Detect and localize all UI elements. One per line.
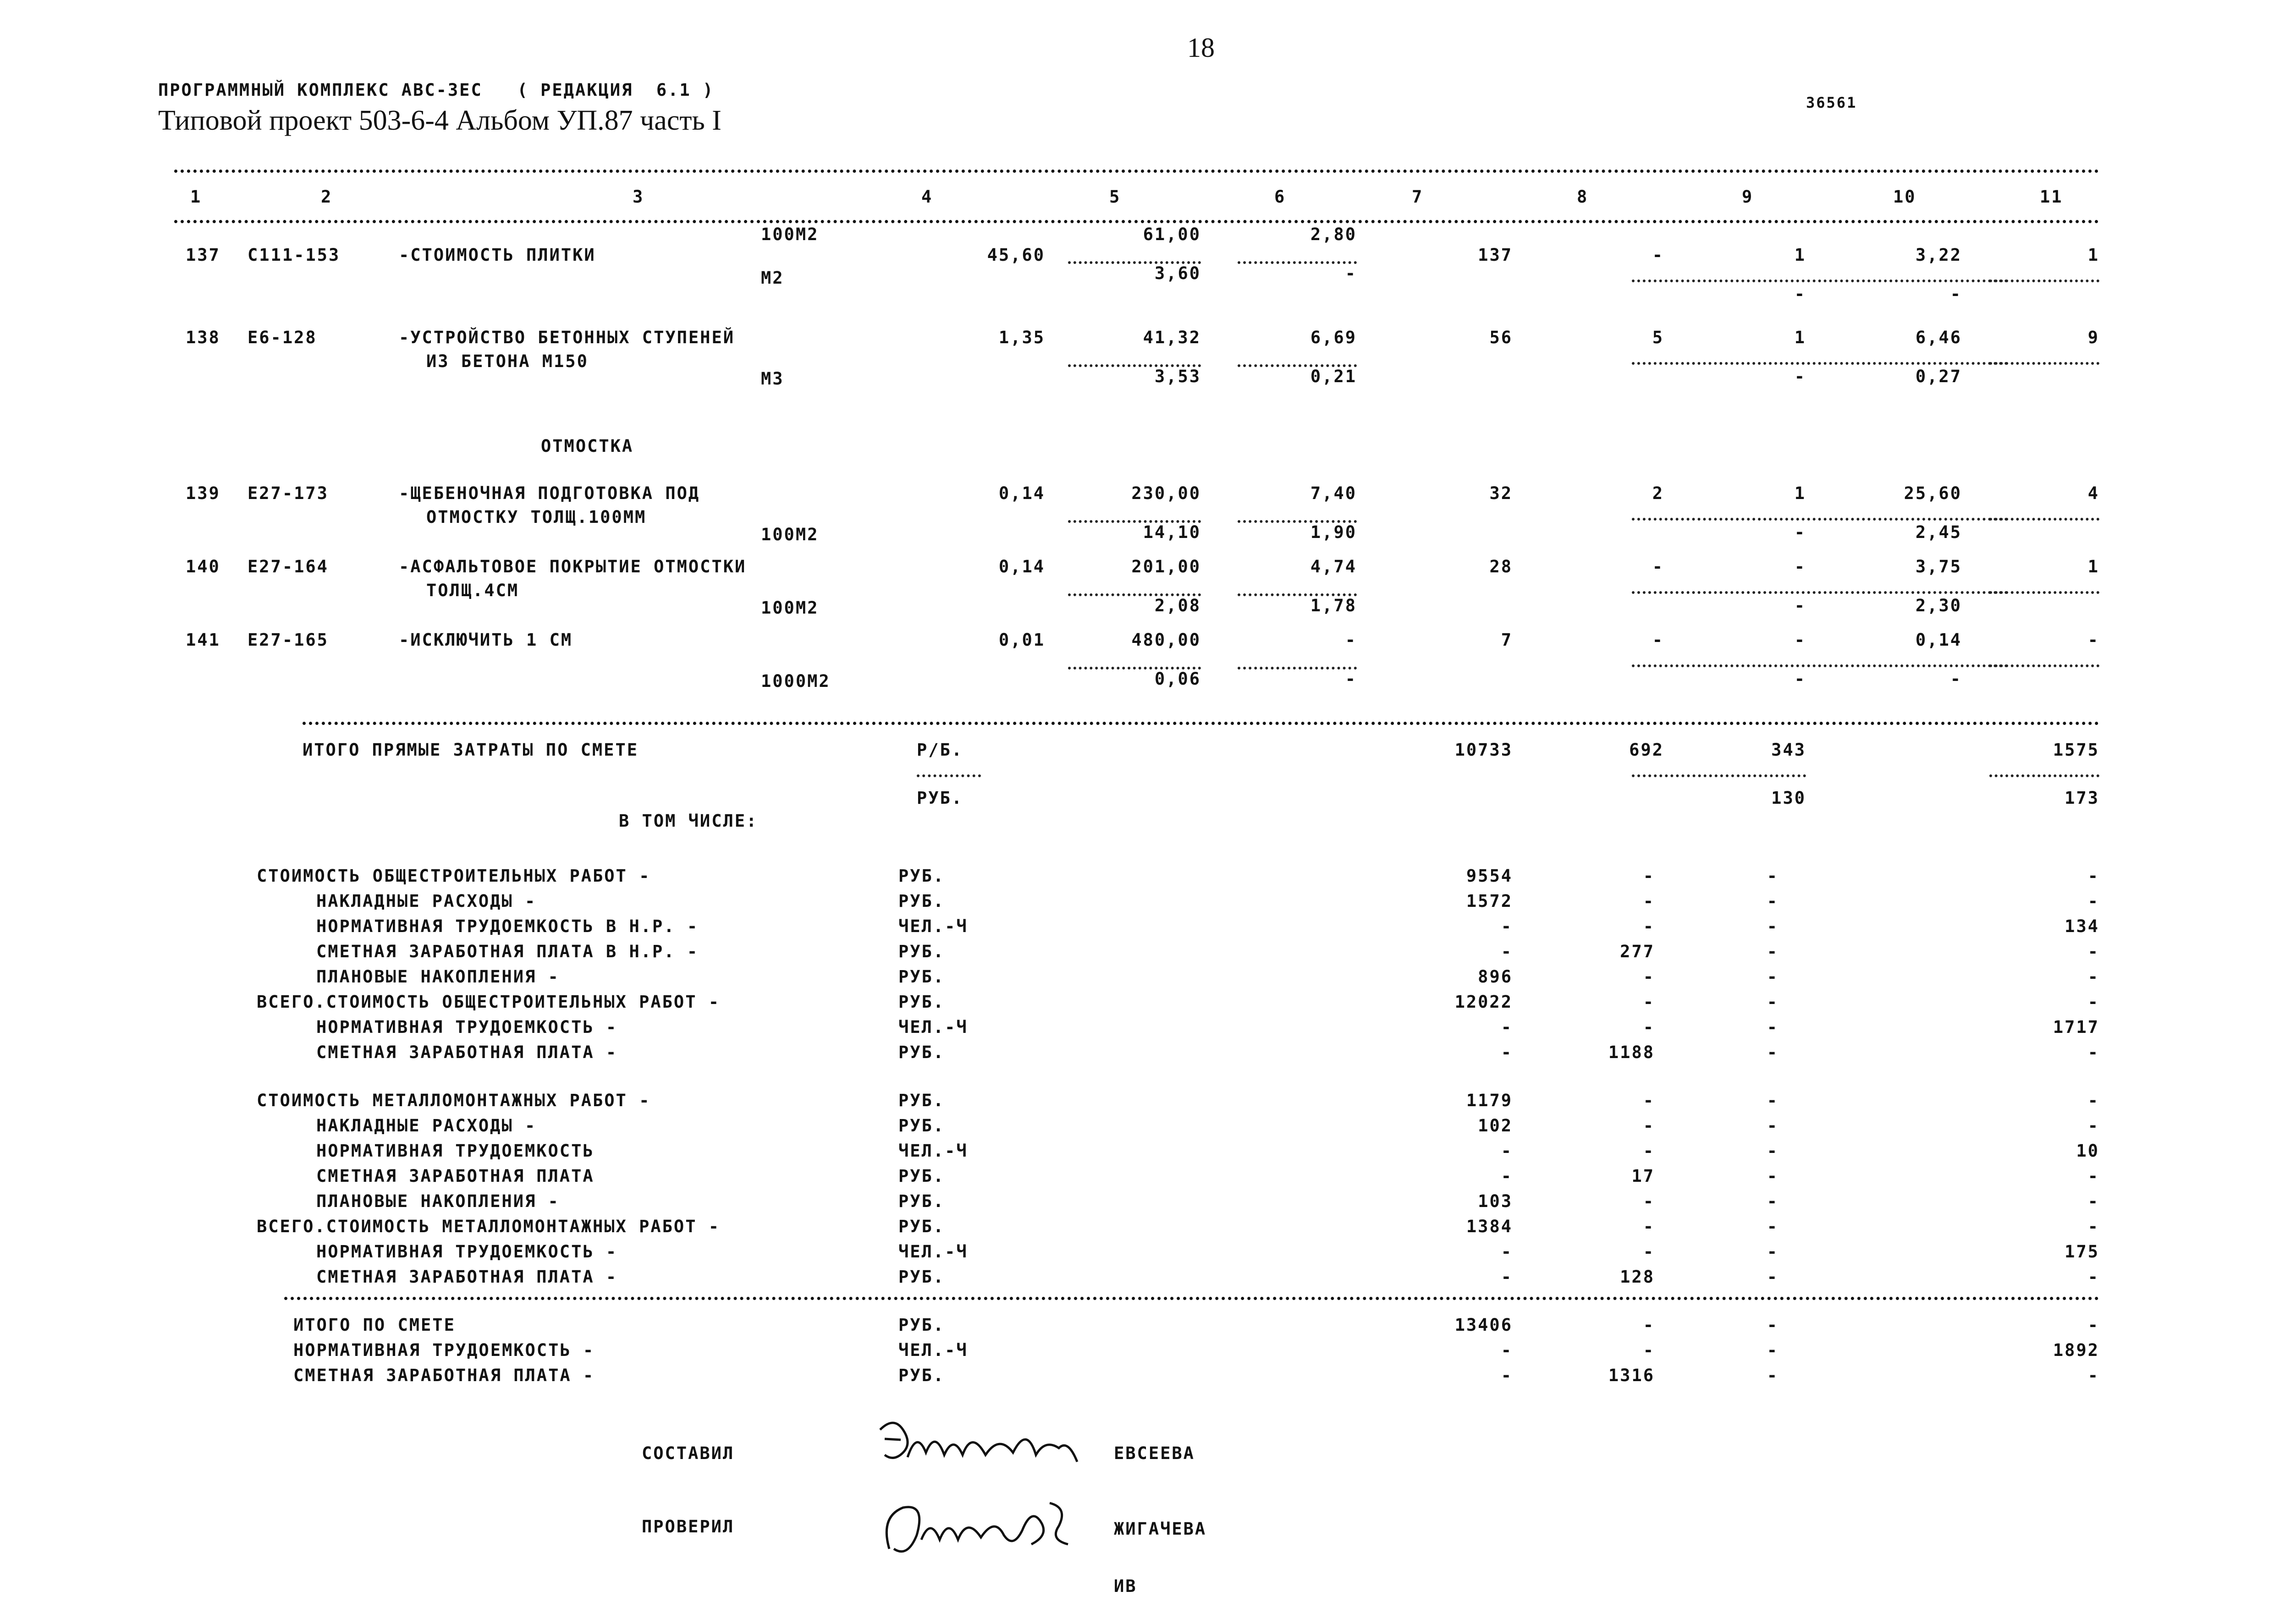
item-col6-main: -	[1345, 630, 1357, 650]
cell-divider	[1989, 280, 2099, 282]
item-code: Е27-165	[248, 630, 329, 650]
summary-col9: -	[1767, 916, 1778, 936]
summary-col7: -	[1501, 1242, 1513, 1262]
summary-col11: -	[2087, 942, 2099, 961]
summary-col11: -	[2087, 1042, 2099, 1062]
grand-col11: -	[2087, 1315, 2099, 1335]
item-col8: -	[1652, 245, 1664, 265]
summary-col8: -	[1643, 1191, 1655, 1211]
column-header-11: 11	[2040, 187, 2063, 207]
item-col10-sub: 2,30	[1915, 596, 1962, 615]
summary-col7: -	[1501, 942, 1513, 961]
item-col10-main: 0,14	[1915, 630, 1962, 650]
totals-label: ИТОГО ПРЯМЫЕ ЗАТРАТЫ ПО СМЕТЕ	[303, 740, 639, 760]
item-col7: 56	[1489, 328, 1513, 347]
summary-col7: 896	[1478, 967, 1513, 987]
cell-divider	[1989, 774, 2099, 777]
summary-col8: -	[1643, 1091, 1655, 1110]
summary-label: СМЕТНАЯ ЗАРАБОТНАЯ ПЛАТА В Н.Р. -	[316, 942, 699, 961]
item-number: 137	[186, 245, 220, 265]
summary-rule	[284, 1297, 2099, 1300]
summary-col8: -	[1643, 1141, 1655, 1161]
item-col11: -	[2087, 630, 2099, 650]
column-header-8: 8	[1577, 187, 1589, 207]
column-header-10: 10	[1893, 187, 1916, 207]
column-header-7: 7	[1412, 187, 1424, 207]
item-price-main: 41,32	[1143, 328, 1201, 347]
summary-col11: 175	[2065, 1242, 2099, 1262]
item-col6-wage: 1,78	[1310, 596, 1357, 615]
summary-col8: -	[1643, 1017, 1655, 1037]
summary-col9: -	[1767, 992, 1778, 1012]
grand-unit: РУБ.	[898, 1366, 945, 1385]
summary-col9: -	[1767, 866, 1778, 886]
section-heading: ОТМОСТКА	[541, 436, 634, 456]
column-header-1: 1	[190, 187, 202, 207]
summary-unit: РУБ.	[898, 992, 945, 1012]
item-name-line: ОТМОСТКУ ТОЛЩ.100ММ	[426, 507, 647, 527]
summary-col9: -	[1767, 891, 1778, 911]
cell-divider	[1238, 667, 1357, 669]
summary-unit: ЧЕЛ.-Ч	[898, 1017, 968, 1037]
summary-unit: РУБ.	[898, 967, 945, 987]
summary-col8: -	[1643, 1116, 1655, 1136]
summary-col9: -	[1767, 1141, 1778, 1161]
cell-divider	[1238, 364, 1357, 367]
document-code: 36561	[1806, 94, 1857, 111]
summary-col11: -	[2087, 1217, 2099, 1236]
summary-unit: ЧЕЛ.-Ч	[898, 1141, 968, 1161]
item-col6-wage: -	[1345, 669, 1357, 689]
cell-divider	[917, 774, 981, 777]
item-quantity: 0,14	[998, 483, 1045, 503]
item-col9-sub: -	[1794, 284, 1806, 304]
summary-unit: РУБ.	[898, 1166, 945, 1186]
summary-col11: 1717	[2053, 1017, 2099, 1037]
grand-col7: -	[1501, 1366, 1513, 1385]
column-header-9: 9	[1742, 187, 1754, 207]
column-header-3: 3	[633, 187, 644, 207]
totals-col11: 1575	[2053, 740, 2099, 760]
item-unit-bottom: М2	[761, 268, 784, 288]
compiled-by-label: СОСТАВИЛ	[642, 1443, 735, 1463]
column-header-2: 2	[321, 187, 333, 207]
summary-col7: -	[1501, 1042, 1513, 1062]
item-unit-bottom: М3	[761, 369, 784, 389]
page-number: 18	[1187, 33, 1215, 63]
item-code: Е6-128	[248, 328, 317, 347]
cell-divider	[1632, 591, 2008, 594]
column-header-6: 6	[1274, 187, 1286, 207]
item-col9-sub: -	[1794, 367, 1806, 386]
item-code: Е27-164	[248, 557, 329, 576]
summary-col9: -	[1767, 1242, 1778, 1262]
summary-col7: 12022	[1454, 992, 1513, 1012]
item-col8: -	[1652, 557, 1664, 576]
summary-col8: 17	[1631, 1166, 1655, 1186]
summary-col8: -	[1643, 916, 1655, 936]
item-code: Е27-173	[248, 483, 329, 503]
summary-label: НОРМАТИВНАЯ ТРУДОЕМКОСТЬ В Н.Р. -	[316, 916, 699, 936]
grand-unit: РУБ.	[898, 1315, 945, 1335]
summary-col8: -	[1643, 891, 1655, 911]
column-header-5: 5	[1109, 187, 1121, 207]
grand-col11: -	[2087, 1366, 2099, 1385]
summary-col9: -	[1767, 1116, 1778, 1136]
item-col10-main: 6,46	[1915, 328, 1962, 347]
item-name-line: -СТОИМОСТЬ ПЛИТКИ	[399, 245, 596, 265]
item-col6-main: 4,74	[1310, 557, 1357, 576]
summary-unit: РУБ.	[898, 1191, 945, 1211]
summary-unit: РУБ.	[898, 942, 945, 961]
summary-unit: РУБ.	[898, 1116, 945, 1136]
grand-col8: -	[1643, 1340, 1655, 1360]
cell-divider	[1989, 664, 2099, 667]
item-price-wage: 3,53	[1154, 367, 1201, 386]
totals-col11-sub: 173	[2065, 788, 2099, 808]
summary-col8: -	[1643, 866, 1655, 886]
summary-label: СТОИМОСТЬ МЕТАЛЛОМОНТАЖНЫХ РАБОТ -	[257, 1091, 651, 1110]
cell-divider	[1068, 364, 1201, 367]
summary-col8: -	[1643, 967, 1655, 987]
including-label: В ТОМ ЧИСЛЕ:	[619, 811, 758, 831]
summary-col9: -	[1767, 1042, 1778, 1062]
item-price-wage: 0,06	[1154, 669, 1201, 689]
summary-col9: -	[1767, 1191, 1778, 1211]
item-quantity: 0,14	[998, 557, 1045, 576]
summary-label: НОРМАТИВНАЯ ТРУДОЕМКОСТЬ	[316, 1141, 595, 1161]
item-code: С111-153	[248, 245, 341, 265]
cell-divider	[1068, 667, 1201, 669]
item-col9-sub: -	[1794, 596, 1806, 615]
summary-col11: -	[2087, 866, 2099, 886]
grand-unit: ЧЕЛ.-Ч	[898, 1340, 968, 1360]
item-price-wage: 3,60	[1154, 263, 1201, 283]
cell-divider	[1238, 520, 1357, 523]
item-name-line: -ЩЕБЕНОЧНАЯ ПОДГОТОВКА ПОД	[399, 483, 700, 503]
compiler-signature	[875, 1411, 1086, 1480]
item-col7: 32	[1489, 483, 1513, 503]
checked-by-label: ПРОВЕРИЛ	[642, 1517, 735, 1536]
summary-col7: -	[1501, 916, 1513, 936]
summary-col11: -	[2087, 967, 2099, 987]
grand-col11: 1892	[2053, 1340, 2099, 1360]
summary-label: ПЛАНОВЫЕ НАКОПЛЕНИЯ -	[316, 967, 560, 987]
totals-col9: 343	[1771, 740, 1806, 760]
summary-col11: -	[2087, 1267, 2099, 1287]
summary-col9: -	[1767, 1166, 1778, 1186]
summary-col8: 1188	[1608, 1042, 1655, 1062]
item-col11: 1	[2087, 245, 2099, 265]
top-rule	[174, 170, 2099, 173]
totals-unit-2: РУБ.	[917, 788, 964, 808]
cell-divider	[1068, 520, 1201, 523]
column-header-row	[0, 187, 2274, 210]
summary-col8: -	[1643, 1217, 1655, 1236]
item-col6-wage: -	[1345, 263, 1357, 283]
summary-col11: -	[2087, 1091, 2099, 1110]
item-col9-sub: -	[1794, 669, 1806, 689]
summary-col11: -	[2087, 891, 2099, 911]
item-col11: 1	[2087, 557, 2099, 576]
item-price-main: 230,00	[1131, 483, 1201, 503]
summary-col11: -	[2087, 1166, 2099, 1186]
item-col10-sub: -	[1950, 669, 1962, 689]
totals-col9-sub: 130	[1771, 788, 1806, 808]
grand-col8: -	[1643, 1315, 1655, 1335]
item-col6-wage: 1,90	[1310, 522, 1357, 542]
item-number: 138	[186, 328, 220, 347]
totals-unit: Р/Б.	[917, 740, 964, 760]
item-price-main: 480,00	[1131, 630, 1201, 650]
item-price-main: 201,00	[1131, 557, 1201, 576]
summary-unit: РУБ.	[898, 866, 945, 886]
cell-divider	[1632, 280, 2008, 282]
item-name-line: -ИСКЛЮЧИТЬ 1 СМ	[399, 630, 573, 650]
summary-col7: -	[1501, 1267, 1513, 1287]
totals-rule	[303, 722, 2099, 725]
summary-col7: 1179	[1466, 1091, 1513, 1110]
item-col10-sub: 0,27	[1915, 367, 1962, 386]
item-unit-top: 100М2	[761, 225, 819, 244]
item-col11: 9	[2087, 328, 2099, 347]
item-col9-sub: -	[1794, 522, 1806, 542]
item-col10-sub: -	[1950, 284, 1962, 304]
cell-divider	[1989, 591, 2099, 594]
summary-col9: -	[1767, 1217, 1778, 1236]
item-price-wage: 2,08	[1154, 596, 1201, 615]
compiler-name: ЕВСЕЕВА	[1114, 1443, 1195, 1463]
summary-unit: РУБ.	[898, 1091, 945, 1110]
totals-col8: 692	[1629, 740, 1664, 760]
program-line: ПРОГРАММНЫЙ КОМПЛЕКС АВС-3ЕС ( РЕДАКЦИЯ 6.1 )	[158, 80, 715, 100]
summary-label: НАКЛАДНЫЕ РАСХОДЫ -	[316, 1116, 537, 1136]
item-col10-main: 25,60	[1904, 483, 1962, 503]
summary-label: СМЕТНАЯ ЗАРАБОТНАЯ ПЛАТА	[316, 1166, 595, 1186]
summary-col7: 102	[1478, 1116, 1513, 1136]
summary-col7: 1572	[1466, 891, 1513, 911]
cell-divider	[1068, 261, 1201, 264]
cell-divider	[1989, 362, 2099, 365]
summary-col9: -	[1767, 1017, 1778, 1037]
summary-col11: -	[2087, 1116, 2099, 1136]
item-col9: -	[1794, 630, 1806, 650]
item-price-main: 61,00	[1143, 225, 1201, 244]
summary-col11: 10	[2076, 1141, 2099, 1161]
summary-col7: 9554	[1466, 866, 1513, 886]
item-name-line: -УСТРОЙСТВО БЕТОННЫХ СТУПЕНЕЙ	[399, 328, 735, 347]
grand-col7: 13406	[1454, 1315, 1513, 1335]
summary-unit: ЧЕЛ.-Ч	[898, 1242, 968, 1262]
cell-divider	[1632, 774, 1806, 777]
summary-col11: -	[2087, 1191, 2099, 1211]
summary-label: СТОИМОСТЬ ОБЩЕСТРОИТЕЛЬНЫХ РАБОТ -	[257, 866, 651, 886]
item-price-wage: 14,10	[1143, 522, 1201, 542]
cell-divider	[1632, 518, 2008, 521]
summary-col11: 134	[2065, 916, 2099, 936]
checker-signature	[875, 1489, 1086, 1567]
summary-col9: -	[1767, 1267, 1778, 1287]
grand-label: ИТОГО ПО СМЕТЕ	[293, 1315, 456, 1335]
item-unit-bottom: 100М2	[761, 598, 819, 618]
column-header-4: 4	[921, 187, 933, 207]
cell-divider	[1989, 518, 2099, 521]
summary-label: ПЛАНОВЫЕ НАКОПЛЕНИЯ -	[316, 1191, 560, 1211]
item-col10-sub: 2,45	[1915, 522, 1962, 542]
item-name-line: -АСФАЛЬТОВОЕ ПОКРЫТИЕ ОТМОСТКИ	[399, 557, 747, 576]
header-rule	[174, 220, 2099, 223]
summary-col9: -	[1767, 942, 1778, 961]
item-name-line: ИЗ БЕТОНА М150	[426, 351, 589, 371]
grand-col7: -	[1501, 1340, 1513, 1360]
summary-col9: -	[1767, 967, 1778, 987]
item-col6-wage: 0,21	[1310, 367, 1357, 386]
summary-label: НОРМАТИВНАЯ ТРУДОЕМКОСТЬ -	[316, 1242, 618, 1262]
cell-divider	[1068, 593, 1201, 596]
cell-divider	[1238, 593, 1357, 596]
summary-unit: РУБ.	[898, 1042, 945, 1062]
cell-divider	[1632, 664, 2008, 667]
summary-label: НАКЛАДНЫЕ РАСХОДЫ -	[316, 891, 537, 911]
item-quantity: 1,35	[998, 328, 1045, 347]
item-quantity: 45,60	[987, 245, 1045, 265]
item-col8: 2	[1652, 483, 1664, 503]
summary-col8: 128	[1620, 1267, 1655, 1287]
project-title: Типовой проект 503-6-4 Альбом УП.87 часть I	[158, 105, 721, 136]
item-col6-main: 2,80	[1310, 225, 1357, 244]
item-col6-main: 7,40	[1310, 483, 1357, 503]
totals-col7: 10733	[1454, 740, 1513, 760]
item-col11: 4	[2087, 483, 2099, 503]
summary-col8: -	[1643, 1242, 1655, 1262]
item-col10-main: 3,75	[1915, 557, 1962, 576]
summary-col7: 103	[1478, 1191, 1513, 1211]
summary-label: СМЕТНАЯ ЗАРАБОТНАЯ ПЛАТА -	[316, 1042, 618, 1062]
item-col6-main: 6,69	[1310, 328, 1357, 347]
summary-col11: -	[2087, 992, 2099, 1012]
summary-unit: РУБ.	[898, 1217, 945, 1236]
item-name-line: ТОЛЩ.4СМ	[426, 581, 519, 600]
summary-col8: 277	[1620, 942, 1655, 961]
summary-unit: РУБ.	[898, 1267, 945, 1287]
item-col7: 137	[1478, 245, 1513, 265]
item-col7: 7	[1501, 630, 1513, 650]
summary-label: СМЕТНАЯ ЗАРАБОТНАЯ ПЛАТА -	[316, 1267, 618, 1287]
item-unit-bottom: 1000М2	[761, 671, 831, 691]
grand-label: НОРМАТИВНАЯ ТРУДОЕМКОСТЬ -	[293, 1340, 595, 1360]
cell-divider	[1632, 362, 2008, 365]
item-col9: 1	[1794, 245, 1806, 265]
summary-unit: РУБ.	[898, 891, 945, 911]
grand-col8: 1316	[1608, 1366, 1655, 1385]
summary-label: ВСЕГО.СТОИМОСТЬ ОБЩЕСТРОИТЕЛЬНЫХ РАБОТ -	[257, 992, 721, 1012]
cell-divider	[1238, 261, 1357, 264]
item-number: 139	[186, 483, 220, 503]
summary-col7: -	[1501, 1141, 1513, 1161]
summary-col9: -	[1767, 1091, 1778, 1110]
checker-name: ЖИГАЧЕВА	[1114, 1519, 1207, 1539]
item-col9: -	[1794, 557, 1806, 576]
item-col7: 28	[1489, 557, 1513, 576]
grand-col9: -	[1767, 1366, 1778, 1385]
grand-col9: -	[1767, 1315, 1778, 1335]
item-number: 140	[186, 557, 220, 576]
summary-col8: -	[1643, 992, 1655, 1012]
summary-col7: 1384	[1466, 1217, 1513, 1236]
summary-label: ВСЕГО.СТОИМОСТЬ МЕТАЛЛОМОНТАЖНЫХ РАБОТ -	[257, 1217, 721, 1236]
item-col8: 5	[1652, 328, 1664, 347]
summary-unit: ЧЕЛ.-Ч	[898, 916, 968, 936]
item-col9: 1	[1794, 328, 1806, 347]
item-quantity: 0,01	[998, 630, 1045, 650]
grand-label: СМЕТНАЯ ЗАРАБОТНАЯ ПЛАТА -	[293, 1366, 595, 1385]
grand-col9: -	[1767, 1340, 1778, 1360]
item-unit-bottom: 100М2	[761, 525, 819, 544]
item-number: 141	[186, 630, 220, 650]
summary-col7: -	[1501, 1017, 1513, 1037]
item-col8: -	[1652, 630, 1664, 650]
summary-col7: -	[1501, 1166, 1513, 1186]
checker-initials: ИВ	[1114, 1576, 1137, 1596]
summary-label: НОРМАТИВНАЯ ТРУДОЕМКОСТЬ -	[316, 1017, 618, 1037]
item-col10-main: 3,22	[1915, 245, 1962, 265]
item-col9: 1	[1794, 483, 1806, 503]
